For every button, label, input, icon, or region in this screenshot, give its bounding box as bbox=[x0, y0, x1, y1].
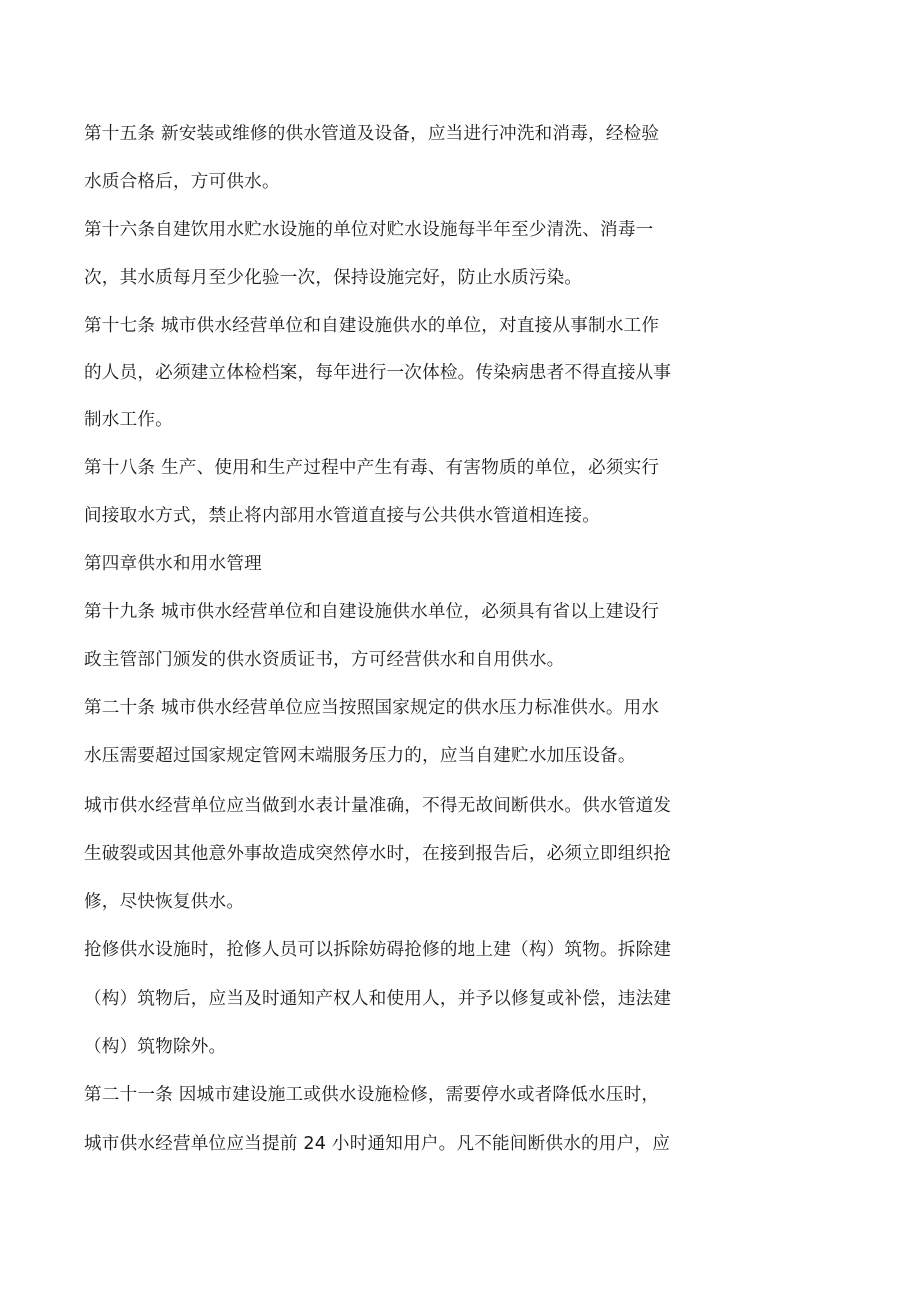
text-line: 第二十一条 因城市建设施工或供水设施检修，需要停水或者降低水压时， bbox=[84, 1085, 660, 1105]
text-line: 第十六条自建饮用水贮水设施的单位对贮水设施每半年至少清洗、消毒一 bbox=[84, 220, 654, 240]
text-line: 抢修供水设施时，抢修人员可以拆除妨碍抢修的地上建（构）筑物。拆除建 bbox=[84, 940, 672, 960]
text-line: 第十九条 城市供水经营单位和自建设施供水单位，必须具有省以上建设行 bbox=[84, 602, 660, 622]
text-line: 城市供水经营单位应当做到水表计量准确，不得无故间断供水。供水管道发 bbox=[84, 796, 672, 816]
text-line: （构）筑物后，应当及时通知产权人和使用人，并予以修复或补偿，违法建 bbox=[84, 989, 672, 1009]
text-line: 制水工作。 bbox=[84, 410, 173, 430]
text-line: 城市供水经营单位应当提前 24 小时通知用户。凡不能间断供水的用户，应 bbox=[84, 1134, 670, 1154]
text-line: 水压需要超过国家规定管网末端服务压力的，应当自建贮水加压设备。 bbox=[84, 746, 636, 766]
text-line: 生破裂或因其他意外事故造成突然停水时，在接到报告后，必须立即组织抢 bbox=[84, 844, 672, 864]
chapter-heading: 第四章供水和用水管理 bbox=[84, 554, 262, 574]
text-line: 次，其水质每月至少化验一次，保持设施完好，防止水质污染。 bbox=[84, 268, 583, 288]
text-line: 第十五条 新安装或维修的供水管道及设备，应当进行冲洗和消毒，经检验 bbox=[84, 124, 660, 144]
text-line: 第二十条 城市供水经营单位应当按照国家规定的供水压力标准供水。用水 bbox=[84, 698, 660, 718]
text-line: 修，尽快恢复供水。 bbox=[84, 892, 245, 912]
text-line: 的人员，必须建立体检档案，每年进行一次体检。传染病患者不得直接从事 bbox=[84, 363, 672, 383]
text-line: 政主管部门颁发的供水资质证书，方可经营供水和自用供水。 bbox=[84, 650, 565, 670]
text-line: 第十八条 生产、使用和生产过程中产生有毒、有害物质的单位，必须实行 bbox=[84, 458, 660, 478]
text-line: 间接取水方式，禁止将内部用水管道直接与公共供水管道相连接。 bbox=[84, 506, 601, 526]
text-line: 水质合格后，方可供水。 bbox=[84, 172, 280, 192]
text-line: 第十七条 城市供水经营单位和自建设施供水的单位，对直接从事制水工作 bbox=[84, 316, 660, 336]
text-line: （构）筑物除外。 bbox=[84, 1037, 227, 1057]
